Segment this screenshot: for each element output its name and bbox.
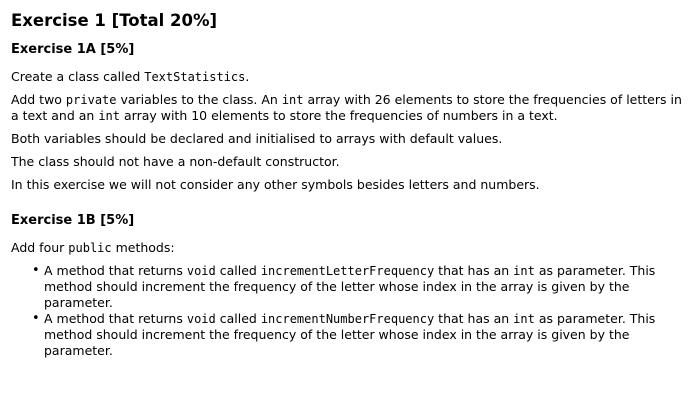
list-item <box>11 263 690 311</box>
code-public: public <box>68 241 112 255</box>
text: as parameter. This method should increment the frequency of the letter whose index in the array is given by the parameter. <box>44 311 656 358</box>
bullet-icon: • <box>32 311 40 326</box>
page-title: Exercise 1 [Total 20%] <box>11 11 218 30</box>
code-private: private <box>65 93 117 107</box>
text: Create a class called <box>11 69 145 84</box>
list-item <box>11 311 690 359</box>
text: called <box>215 263 261 278</box>
code-int: int <box>513 264 535 278</box>
code-method-name: incrementLetterFrequency <box>260 264 435 278</box>
text: A method that returns <box>44 263 187 278</box>
code-method-name: incrementNumberFrequency <box>260 312 435 326</box>
paragraph-add-methods <box>11 240 690 256</box>
text: called <box>215 311 261 326</box>
section-heading-1a: Exercise 1A [5%] <box>11 42 135 57</box>
text: as parameter. This method should increment the frequency of the letter whose index in the array is given by the parameter. <box>44 263 656 310</box>
code-void: void <box>186 312 216 326</box>
code-void: void <box>186 264 216 278</box>
text: Add two <box>11 92 66 107</box>
text: array with 10 elements to store the frequencies of numbers in a text. <box>120 108 558 123</box>
text: that has an <box>434 263 514 278</box>
text: . <box>245 69 250 84</box>
code-int: int <box>513 312 535 326</box>
paragraph-default-values: Both variables should be declared and initialised to arrays with default values. <box>11 131 503 146</box>
text: Add four <box>11 240 69 255</box>
methods-list <box>11 263 690 359</box>
text: methods: <box>111 240 175 255</box>
text: that has an <box>434 311 514 326</box>
text: array with 26 elements to store the frequencies of letters in a text and an <box>11 92 682 123</box>
paragraph-create-class <box>11 69 690 85</box>
section-heading-1b: Exercise 1B [5%] <box>11 213 135 228</box>
bullet-icon: • <box>32 263 40 278</box>
code-class-name: TextStatistics <box>144 70 246 84</box>
paragraph-constructor: The class should not have a non-default constructor. <box>11 154 340 169</box>
code-int: int <box>98 109 121 123</box>
text: variables to the class. An <box>116 92 282 107</box>
paragraph-private-variables <box>11 92 690 124</box>
paragraph-symbols: In this exercise we will not consider any other symbols besides letters and numbers. <box>11 177 540 192</box>
section-spacer <box>11 200 690 212</box>
text: A method that returns <box>44 311 187 326</box>
code-int: int <box>281 93 304 107</box>
